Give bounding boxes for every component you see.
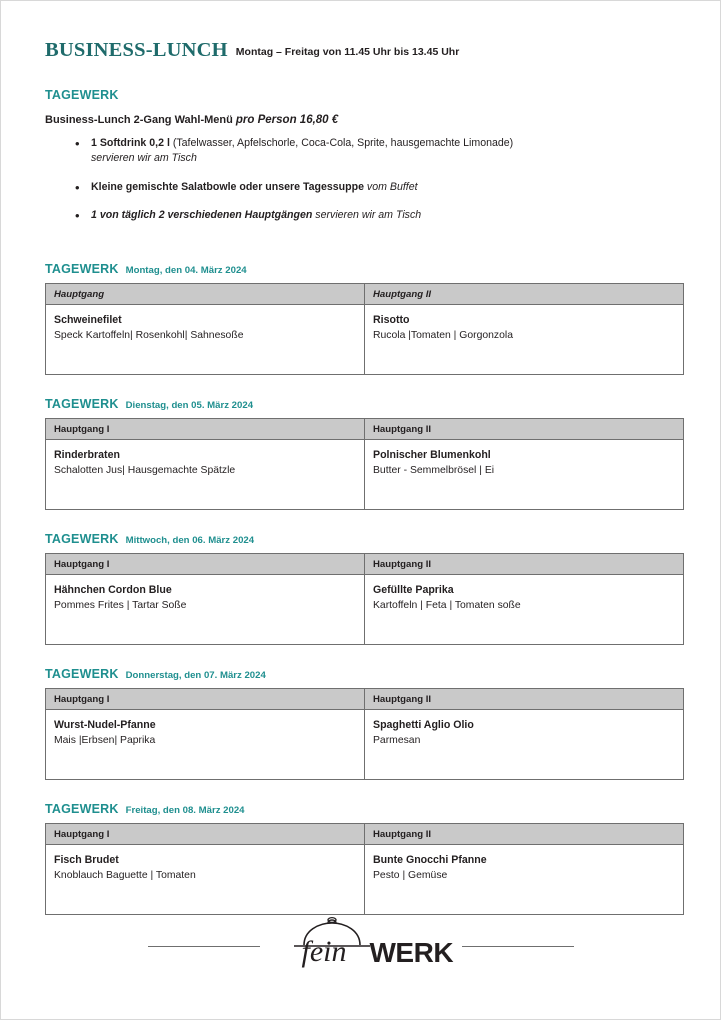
table-header-row	[46, 419, 684, 440]
column-header-1: Hauptgang	[46, 284, 365, 305]
table-header-row	[46, 554, 684, 575]
list-item	[91, 208, 682, 223]
day-section-monday	[45, 262, 682, 375]
dish-description: Schalotten Jus| Hausgemachte Spätzle	[54, 465, 236, 477]
price-line-bold: Business-Lunch 2-Gang Wahl-Menü	[45, 114, 233, 126]
logo-script-text: fein	[301, 935, 347, 968]
day-section-wednesday	[45, 532, 682, 645]
menu-table	[45, 283, 684, 375]
day-tagewerk-label: TAGEWERK	[45, 397, 119, 412]
table-row	[46, 440, 684, 510]
dish-description: Kartoffeln | Feta | Tomaten soße	[373, 600, 521, 612]
dish-cell-1	[46, 440, 365, 510]
day-section-thursday	[45, 667, 682, 780]
dish-cell-1	[46, 845, 365, 915]
bullet-1-normal: (Tafelwasser, Apfelschorle, Coca-Cola, Sprite, hausgemachte Limonade)	[169, 137, 514, 149]
day-tagewerk-label: TAGEWERK	[45, 667, 119, 682]
footer-rule-left	[148, 946, 260, 947]
dish-cell-2	[365, 440, 684, 510]
bullet-3-normal: servieren wir am Tisch	[312, 209, 422, 222]
menu-table	[45, 823, 684, 915]
bullet-1-bold: 1 Softdrink 0,2 l	[91, 137, 170, 149]
brand-logo	[266, 915, 456, 977]
menu-table	[45, 553, 684, 645]
column-header-1: Hauptgang I	[46, 554, 365, 575]
column-header-2: Hauptgang II	[365, 419, 684, 440]
column-header-1: Hauptgang I	[46, 419, 365, 440]
day-tagewerk-label: TAGEWERK	[45, 802, 119, 817]
day-heading	[45, 397, 682, 411]
table-row	[46, 575, 684, 645]
price-line	[45, 114, 682, 126]
footer	[1, 915, 720, 977]
dish-cell-2	[365, 305, 684, 375]
page-title: BUSINESS-LUNCH	[45, 39, 228, 61]
page-subtitle: Montag – Freitag von 11.45 Uhr bis 13.45 Uhr	[235, 46, 460, 58]
day-heading	[45, 802, 682, 816]
day-date: Freitag, den 08. März 2024	[125, 805, 245, 817]
table-header-row	[46, 689, 684, 710]
day-date: Montag, den 04. März 2024	[125, 265, 247, 277]
menu-table	[45, 418, 684, 510]
day-tagewerk-label: TAGEWERK	[45, 262, 119, 277]
dish-description: Butter - Semmelbrösel | Ei	[373, 465, 495, 477]
dish-description: Knoblauch Baguette | Tomaten	[54, 870, 196, 882]
column-header-2: Hauptgang II	[365, 824, 684, 845]
day-date: Mittwoch, den 06. März 2024	[125, 535, 255, 547]
table-row	[46, 710, 684, 780]
logo-bold-text: WERK	[369, 937, 454, 968]
day-section-friday	[45, 802, 682, 915]
document-header	[45, 39, 682, 62]
table-row	[46, 305, 684, 375]
dish-description: Mais |Erbsen| Paprika	[54, 735, 156, 747]
day-heading	[45, 262, 682, 276]
dish-description: Rucola |Tomaten | Gorgonzola	[373, 330, 513, 342]
dish-name: Risotto	[373, 314, 410, 327]
column-header-2: Hauptgang II	[365, 554, 684, 575]
column-header-1: Hauptgang I	[46, 824, 365, 845]
price-line-italic: pro Person 16,80 €	[235, 114, 339, 126]
dish-cell-2	[365, 575, 684, 645]
menu-table	[45, 688, 684, 780]
dish-description: Speck Kartoffeln| Rosenkohl| Sahnesoße	[54, 330, 244, 342]
list-item	[91, 180, 682, 195]
day-heading	[45, 532, 682, 546]
bullet-2-bold: Kleine gemischte Salatbowle oder unsere Tagessuppe	[91, 180, 364, 193]
bullet-3-bold-italic: 1 von täglich 2 verschiedenen Hauptgängen	[91, 209, 313, 222]
table-header-row	[46, 284, 684, 305]
day-heading	[45, 667, 682, 681]
dish-cell-1	[46, 710, 365, 780]
bullet-1-italic: servieren wir am Tisch	[91, 152, 197, 165]
column-header-2: Hauptgang II	[365, 284, 684, 305]
table-header-row	[46, 824, 684, 845]
day-date: Donnerstag, den 07. März 2024	[125, 670, 266, 682]
day-section-tuesday	[45, 397, 682, 510]
dish-cell-2	[365, 710, 684, 780]
day-date: Dienstag, den 05. März 2024	[125, 400, 254, 412]
intro-tagewerk-label: TAGEWERK	[45, 88, 119, 102]
dish-name: Rinderbraten	[54, 449, 120, 462]
dish-description: Parmesan	[373, 735, 421, 747]
dish-cell-2	[365, 845, 684, 915]
dish-cell-1	[46, 575, 365, 645]
dish-description: Pesto | Gemüse	[373, 870, 448, 882]
table-row	[46, 845, 684, 915]
day-tagewerk-label: TAGEWERK	[45, 532, 119, 547]
bullet-2-italic: vom Buffet	[363, 180, 418, 193]
dish-name: Gefüllte Paprika	[373, 584, 454, 597]
dish-description: Pommes Frites | Tartar Soße	[54, 600, 187, 612]
list-item	[91, 136, 682, 167]
dish-name: Fisch Brudet	[54, 854, 119, 867]
inclusions-list	[45, 136, 682, 223]
dish-name: Spaghetti Aglio Olio	[373, 719, 474, 732]
column-header-2: Hauptgang II	[365, 689, 684, 710]
dish-cell-1	[46, 305, 365, 375]
footer-rule-right	[462, 946, 574, 947]
dish-name: Hähnchen Cordon Blue	[54, 584, 172, 597]
dish-name: Polnischer Blumenkohl	[373, 449, 491, 462]
dish-name: Bunte Gnocchi Pfanne	[373, 854, 487, 867]
dish-name: Schweinefilet	[54, 314, 122, 327]
dish-name: Wurst-Nudel-Pfanne	[54, 719, 156, 732]
column-header-1: Hauptgang I	[46, 689, 365, 710]
